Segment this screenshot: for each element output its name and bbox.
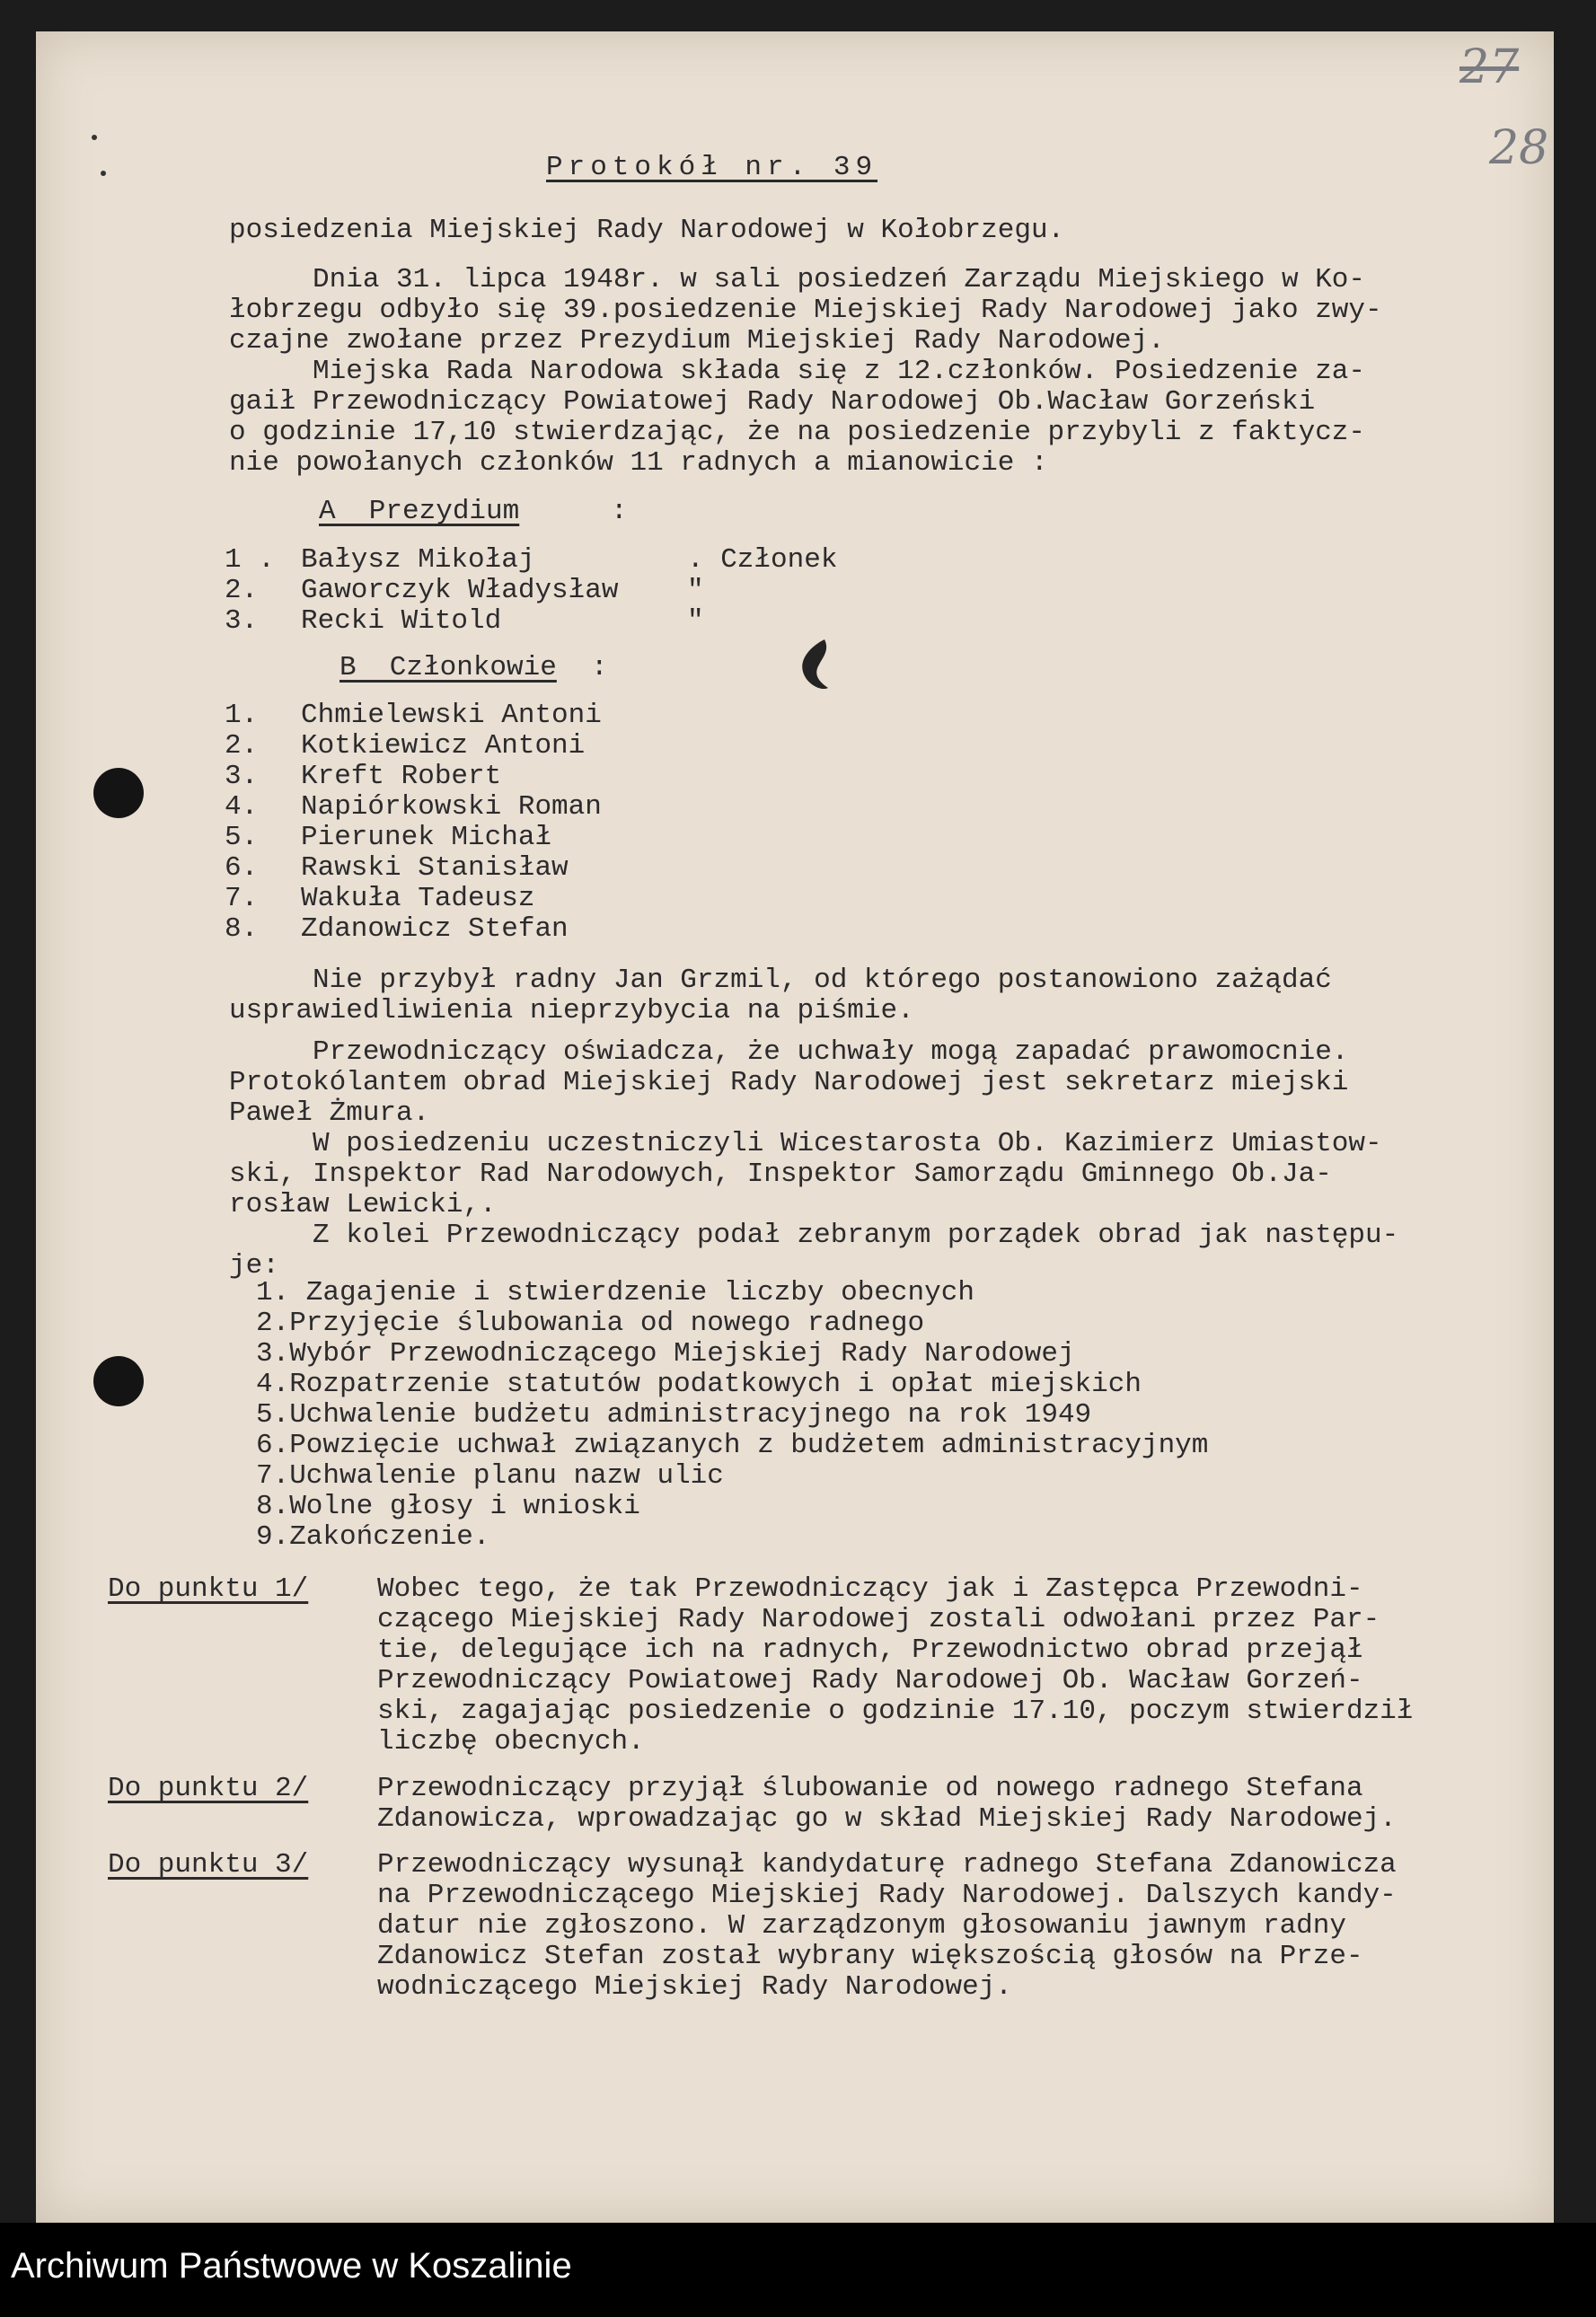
member-name: Kotkiewicz Antoni — [301, 730, 586, 762]
intro-line: łobrzegu odbyło się 39.posiedzenie Miejskiej Rady Narodowej jako zwy- — [229, 295, 1382, 326]
intro-line: czajne zwołane przez Prezydium Miejskiej Rady Narodowej. — [229, 325, 1165, 357]
chair-line: Z kolei Przewodniczący podał zebranym porządek obrad jak następu- — [229, 1220, 1399, 1251]
presidium-role: " — [687, 605, 704, 637]
point-text: czącego Miejskiej Rady Narodowej zostali odwołani przez Par- — [377, 1604, 1380, 1635]
members-heading: B Członkowie — [339, 652, 557, 683]
presidium-heading: A Prezydium — [319, 496, 520, 527]
heading-colon: : — [611, 496, 628, 527]
agenda-item: 2.Przyjęcie ślubowania od nowego radnego — [256, 1308, 925, 1339]
member-number: 3. — [225, 761, 259, 792]
member-number: 8. — [225, 913, 259, 945]
member-number: 5. — [225, 822, 259, 853]
agenda-item: 9.Zakończenie. — [256, 1521, 490, 1553]
member-name: Rawski Stanisław — [301, 852, 569, 884]
intro-line: Miejska Rada Narodowa składa się z 12.członków. Posiedzenie za- — [229, 356, 1366, 387]
member-number: 2. — [225, 730, 259, 762]
heading-colon: : — [591, 652, 608, 683]
point-text: Przewodniczący przyjął ślubowanie od nowego radnego Stefana — [377, 1773, 1363, 1804]
point-text: wodniczącego Miejskiej Rady Narodowej. — [377, 1971, 1012, 2003]
agenda-item: 8.Wolne głosy i wnioski — [256, 1491, 640, 1522]
point-text: ski, zagajając posiedzenie o godzinie 17.10, poczym stwierdził — [377, 1696, 1414, 1727]
chair-line: Przewodniczący oświadcza, że uchwały mogą zapadać prawomocnie. — [229, 1036, 1349, 1068]
document-page — [36, 31, 1554, 2223]
agenda-item: 5.Uchwalenie budżetu administracyjnego na rok 1949 — [256, 1399, 1092, 1431]
point-text: tie, delegujące ich na radnych, Przewodnictwo obrad przejął — [377, 1634, 1363, 1666]
member-name: Wakuła Tadeusz — [301, 883, 535, 914]
agenda-item: 6.Powzięcie uchwał związanych z budżetem administracyjnym — [256, 1430, 1209, 1461]
member-number: 1. — [225, 700, 259, 731]
chair-line: ski, Inspektor Rad Narodowych, Inspektor Samorządu Gminnego Ob.Ja- — [229, 1158, 1332, 1190]
chair-line: Protokólantem obrad Miejskiej Rady Narodowej jest sekretarz miejski — [229, 1067, 1349, 1098]
point-text: Zdanowicza, wprowadzając go w skład Miejskiej Rady Narodowej. — [377, 1803, 1397, 1835]
point-text: datur nie zgłoszono. W zarządzonym głosowaniu jawnym radny — [377, 1910, 1346, 1942]
chair-line: Paweł Żmura. — [229, 1097, 430, 1129]
chair-line: W posiedzeniu uczestniczyli Wicestarosta Ob. Kazimierz Umiastow- — [229, 1128, 1382, 1159]
chair-line: rosław Lewicki,. — [229, 1189, 497, 1220]
chair-line: je: — [229, 1250, 279, 1282]
presidium-name: Bałysz Mikołaj — [301, 544, 535, 576]
archive-footer — [0, 2223, 1596, 2317]
presidium-role: . Członek — [687, 544, 838, 576]
agenda-item: 7.Uchwalenie planu nazw ulic — [256, 1460, 724, 1492]
intro-line: o godzinie 17,10 stwierdzając, że na posiedzenie przybyli z faktycz- — [229, 417, 1366, 448]
presidium-role: " — [687, 575, 704, 606]
point-text: Wobec tego, że tak Przewodniczący jak i Zastępca Przewodni- — [377, 1573, 1363, 1605]
point-label: Do punktu 1/ — [108, 1573, 309, 1605]
point-label: Do punktu 2/ — [108, 1773, 309, 1804]
agenda-item: 3.Wybór Przewodniczącego Miejskiej Rady Narodowej — [256, 1338, 1075, 1370]
member-number: 4. — [225, 791, 259, 823]
point-text: na Przewodniczącego Miejskiej Rady Narodowej. Dalszych kandy- — [377, 1880, 1397, 1911]
member-number: 6. — [225, 852, 259, 884]
presidium-number: 2. — [225, 575, 259, 606]
member-name: Pierunek Michał — [301, 822, 552, 853]
document-body — [36, 31, 1554, 2223]
document-title: Protokół nr. 39 — [546, 152, 878, 183]
intro-line: gaił Przewodniczący Powiatowej Rady Narodowej Ob.Wacław Gorzeński — [229, 386, 1316, 418]
point-text: Przewodniczący Powiatowej Rady Narodowej Ob. Wacław Gorzeń- — [377, 1665, 1363, 1696]
member-name: Zdanowicz Stefan — [301, 913, 569, 945]
presidium-name: Recki Witold — [301, 605, 502, 637]
presidium-name: Gaworczyk Władysław — [301, 575, 619, 606]
member-name: Kreft Robert — [301, 761, 502, 792]
point-text: Przewodniczący wysunął kandydaturę radnego Stefana Zdanowicza — [377, 1849, 1397, 1881]
point-text: liczbę obecnych. — [377, 1726, 645, 1758]
intro-line: nie powołanych członków 11 radnych a mianowicie : — [229, 447, 1048, 479]
agenda-item: 4.Rozpatrzenie statutów podatkowych i opłat miejskich — [256, 1369, 1142, 1400]
document-subtitle: posiedzenia Miejskiej Rady Narodowej w Kołobrzegu. — [229, 215, 1065, 246]
point-label: Do punktu 3/ — [108, 1849, 309, 1881]
presidium-number: 1 . — [225, 544, 275, 576]
absent-line: usprawiedliwienia nieprzybycia na piśmie. — [229, 995, 914, 1026]
archive-label: Archiwum Państwowe w Koszalinie — [11, 2246, 572, 2286]
member-name: Chmielewski Antoni — [301, 700, 602, 731]
point-text: Zdanowicz Stefan został wybrany większością głosów na Prze- — [377, 1941, 1363, 1972]
presidium-number: 3. — [225, 605, 259, 637]
agenda-item: 1. Zagajenie i stwierdzenie liczby obecnych — [256, 1277, 974, 1308]
page-number: 28 — [1489, 121, 1549, 175]
absent-line: Nie przybył radny Jan Grzmil, od którego postanowiono zażądać — [229, 965, 1332, 996]
member-number: 7. — [225, 883, 259, 914]
intro-line: Dnia 31. lipca 1948r. w sali posiedzeń Zarządu Miejskiego w Ko- — [229, 264, 1366, 295]
page-number-old: 27 — [1459, 40, 1520, 94]
member-name: Napiórkowski Roman — [301, 791, 602, 823]
